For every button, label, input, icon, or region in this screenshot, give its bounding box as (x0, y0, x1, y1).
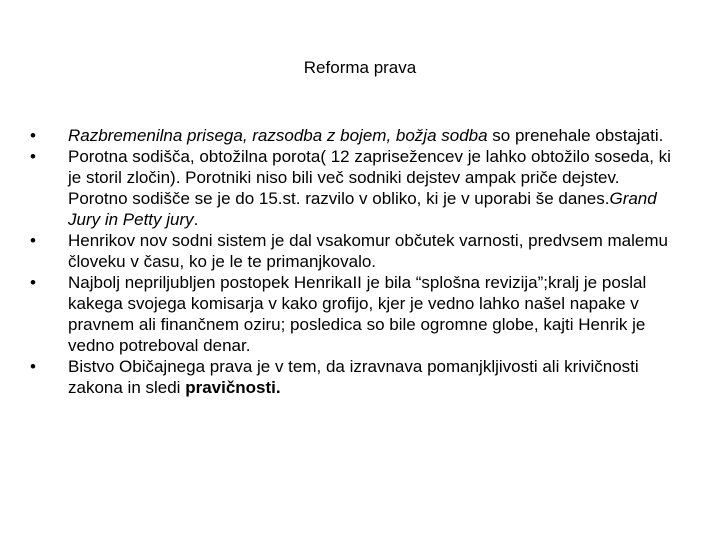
bullet-text: Henrikov nov sodni sistem je dal vsakomur občutek varnosti, predvsem malemu človeku v času, ko je le te primanjkovalo. (68, 231, 668, 271)
bullet-icon: • (30, 231, 36, 250)
bullet-text: so prenehale obstajati. (487, 126, 664, 145)
bullet-text: Grand Jury in Petty jury (68, 189, 657, 229)
bullet-item (30, 125, 682, 146)
bullet-icon: • (30, 273, 36, 292)
bullet-icon: • (30, 126, 36, 145)
bullet-item (30, 356, 682, 398)
bullet-text: Porotna sodišča, obtožilna porota( 12 zaprisežencev je lahko obtožilo soseda, ki je storil zločin). Porotniki niso bili več sodniki dejstev ampak priče dejstev. Porotno sodišče se je do 15.st. razvilo v obliko, ki je v uporabi še danes. (68, 147, 671, 208)
bullet-item (30, 230, 682, 272)
bullet-text: Najbolj nepriljubljen postopek HenrikaII je bila “splošna revizija”;kralj je poslal kakega svojega komisarja v kako grofijo, kjer je vedno lahko našel napake v pravnem ali finančnem oziru; posledica so bile ogromne globe, kajti Henrik je vedno potreboval denar. (68, 273, 647, 355)
bullet-list (30, 125, 682, 398)
bullet-text: Razbremenilna prisega, razsodba z bojem, božja sodba (68, 126, 488, 145)
bullet-text: pravičnosti. (185, 378, 281, 397)
bullet-text: Bistvo Običajnega prava je v tem, da izravnava pomanjkljivosti ali krivičnosti zakona in sledi (68, 357, 639, 397)
bullet-icon: • (30, 147, 36, 166)
slide-title: Reforma prava (303, 58, 417, 77)
bullet-icon: • (30, 357, 36, 376)
bullet-item (30, 146, 682, 230)
bullet-text: . (193, 210, 199, 229)
bullet-item (30, 272, 682, 356)
